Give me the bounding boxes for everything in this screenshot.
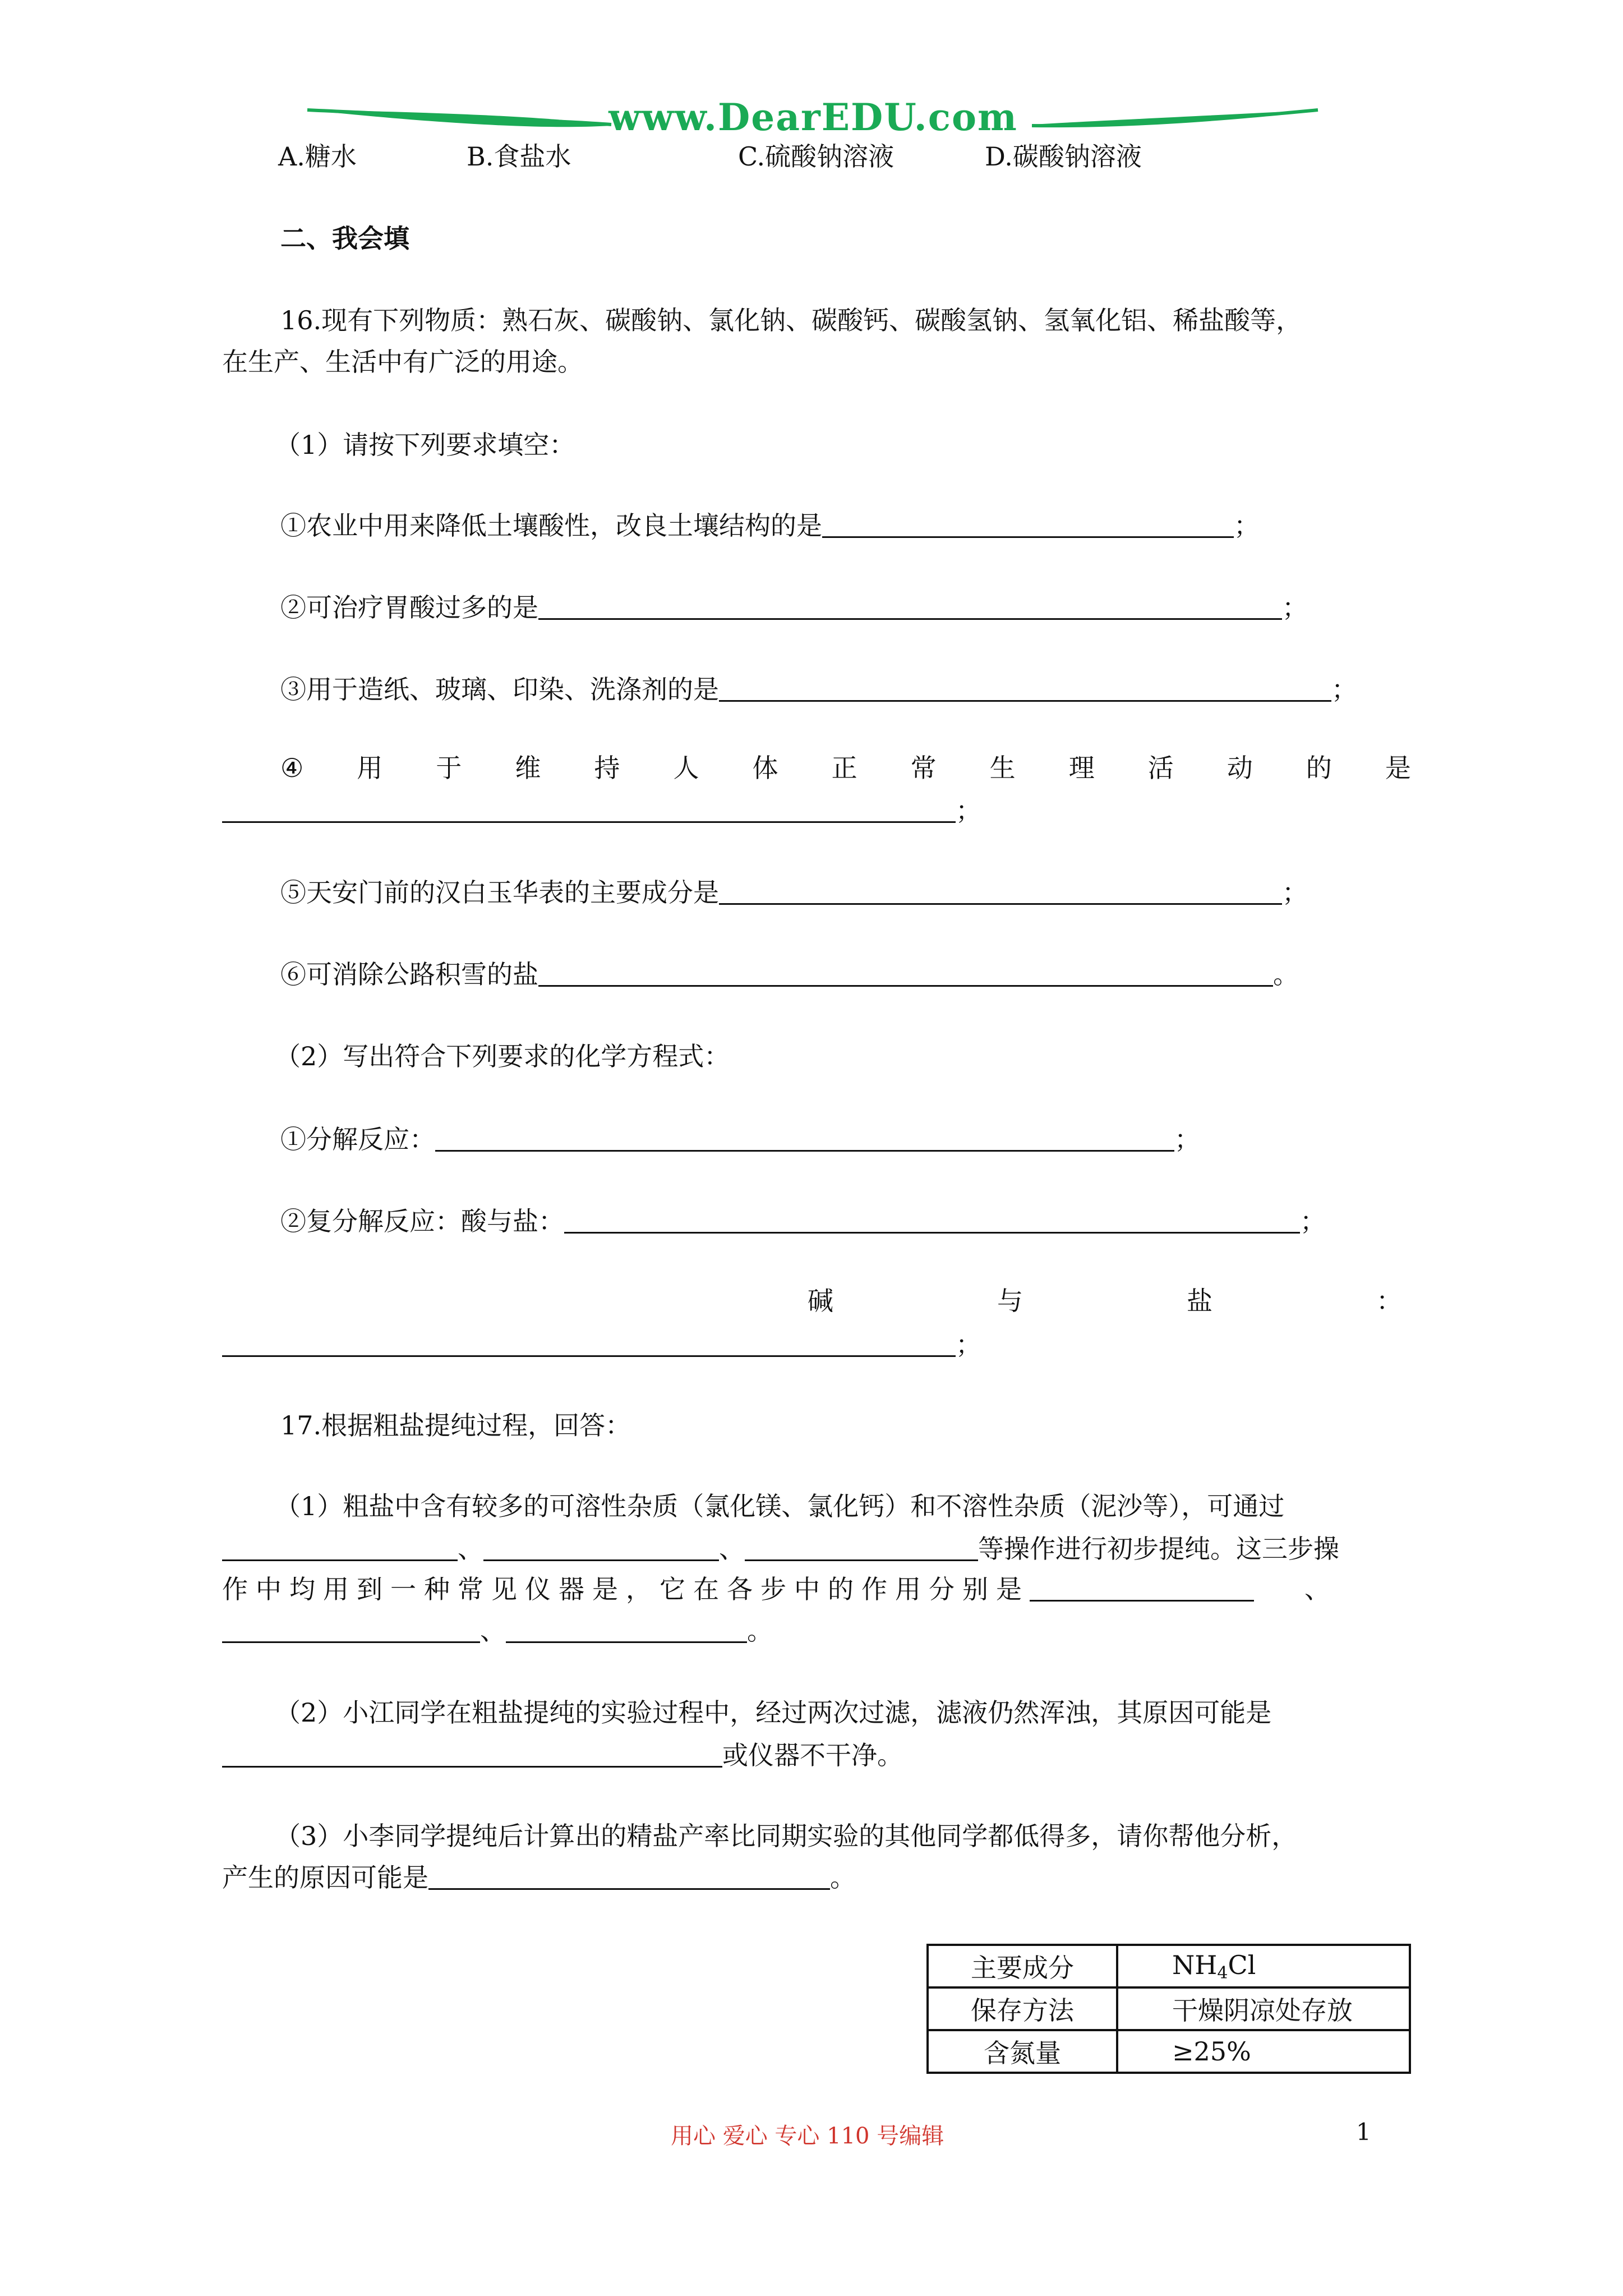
- q16-item4-char: 持: [594, 753, 620, 783]
- q17-p3-line2: [222, 1862, 856, 1893]
- q16-stem-line2: 在生产、生活中有广泛的用途。: [222, 347, 583, 377]
- q16-stem-line1: 16.现有下列物质：熟石灰、碳酸钠、氯化钠、碳酸钙、碳酸氢钠、氢氧化铝、稀盐酸等，: [280, 305, 1302, 335]
- q17-p2-blank[interactable]: [222, 1741, 722, 1768]
- q16-eq1-text: ①分解反应：: [280, 1124, 435, 1154]
- q16-eq3-char: ：: [1376, 1286, 1402, 1316]
- q16-item3-text: ③用于造纸、玻璃、印染、洗涤剂的是: [280, 674, 719, 705]
- q16-eq2: [280, 1207, 1326, 1234]
- q16-eq3-char: 碱: [808, 1286, 833, 1316]
- q16-item5: [280, 877, 1308, 908]
- table-row: [928, 2030, 1410, 2073]
- q16-item6-blank[interactable]: [538, 960, 1273, 987]
- q16-item3-semicolon: ；: [1331, 674, 1357, 705]
- q17-p1-blank4[interactable]: [1030, 1575, 1254, 1602]
- option-a: A.糖水: [278, 141, 357, 172]
- fertilizer-label-table: [926, 1944, 1411, 2074]
- q17-title: 17.根据粗盐提纯过程，回答：: [280, 1410, 631, 1441]
- q16-item4-char: 维: [515, 753, 541, 783]
- table-key-cell: 保存方法: [928, 1987, 1117, 2030]
- q16-eq2-blank[interactable]: [564, 1207, 1300, 1234]
- q17-p1-blank2[interactable]: [483, 1535, 719, 1561]
- q17-p1-line3-text: 作中均用到一种常见仪器是，它在各步中的作用分别是: [222, 1574, 1030, 1604]
- q17-p1-line2: [222, 1535, 1339, 1562]
- q16-item5-semicolon: ；: [1282, 877, 1308, 908]
- q17-p2-line2: [222, 1741, 903, 1768]
- table-value-cell: ≥25%: [1117, 2030, 1410, 2073]
- q16-item2-text: ②可治疗胃酸过多的是: [280, 592, 538, 623]
- q16-item4-char: 人: [673, 753, 699, 783]
- table-value-subscript: 4: [1217, 1963, 1228, 1983]
- q16-eq3-semicolon: ；: [956, 1329, 981, 1360]
- table-key-cell: 主要成分: [928, 1945, 1117, 1987]
- q17-p1-period: 。: [747, 1616, 773, 1646]
- q16-item4-char: ④: [280, 753, 304, 783]
- q17-p1-blank1[interactable]: [222, 1535, 458, 1561]
- q16-item4-char: 生: [989, 753, 1016, 783]
- table-value-text: NH: [1172, 1949, 1218, 1980]
- q16-item2-semicolon: ；: [1282, 592, 1308, 623]
- q16-item4-row: [280, 755, 1411, 781]
- table-value-cell: [1117, 1945, 1410, 1987]
- q16-item4-char: 体: [752, 753, 778, 783]
- q16-item1: [280, 512, 1260, 539]
- q16-eq2-text: ②复分解反应：酸与盐：: [280, 1206, 564, 1236]
- q17-p1-blank6[interactable]: [506, 1617, 747, 1643]
- q17-p1-line1: （1）粗盐中含有较多的可溶性杂质（氯化镁、氯化钙）和不溶性杂质（泥沙等），可通过: [275, 1491, 1285, 1521]
- q16-item4-char: 活: [1147, 753, 1174, 783]
- q16-part2-heading: （2）写出符合下列要求的化学方程式：: [275, 1041, 730, 1071]
- q16-item2: [280, 592, 1308, 623]
- q16-item4-blank-line: [222, 795, 981, 826]
- q17-p1-line4: [222, 1617, 773, 1644]
- q16-item4-char: 理: [1068, 753, 1095, 783]
- q16-item4-char: 于: [436, 753, 462, 783]
- site-header: [0, 0, 1623, 157]
- q17-p3-line2-text: 产生的原因可能是: [222, 1862, 428, 1893]
- q16-eq3-blank-line: [222, 1331, 981, 1358]
- q16-eq1-semicolon: ；: [1174, 1124, 1200, 1154]
- q17-p1-blank3[interactable]: [745, 1535, 978, 1561]
- q17-p1-sep: 、: [1304, 1574, 1338, 1604]
- option-b: B.食盐水: [467, 141, 571, 172]
- table-value-tail: Cl: [1228, 1949, 1256, 1980]
- q17-p3-blank[interactable]: [428, 1864, 830, 1890]
- q16-eq2-semicolon: ；: [1300, 1206, 1326, 1236]
- table-value-cell: 干燥阴凉处存放: [1117, 1987, 1410, 2030]
- site-logo-text[interactable]: www.DearEDU.com: [608, 95, 1018, 139]
- q16-item1-blank[interactable]: [822, 512, 1234, 538]
- q16-item4-char: 是: [1385, 753, 1411, 783]
- q17-p2-line1: （2）小江同学在粗盐提纯的实验过程中，经过两次过滤，滤液仍然浑浊，其原因可能是: [275, 1697, 1272, 1728]
- q16-item4-char: 正: [831, 753, 857, 783]
- q16-item1-semicolon: ；: [1234, 510, 1260, 541]
- option-c: C.硫酸钠溶液: [738, 141, 895, 172]
- q16-part1-heading: （1）请按下列要求填空：: [275, 430, 575, 460]
- q17-p3-line1: （3）小李同学提纯后计算出的精盐产率比同期实验的其他同学都低得多，请你帮他分析，: [275, 1821, 1298, 1851]
- q16-item5-blank[interactable]: [719, 878, 1282, 905]
- q17-p1-sep: 、: [458, 1534, 483, 1564]
- q17-p1-line3: [222, 1575, 1338, 1602]
- q17-p1-blank5[interactable]: [222, 1617, 480, 1643]
- table-key-cell: 含氮量: [928, 2030, 1117, 2073]
- q16-eq3-row: [808, 1288, 1402, 1314]
- table-row: [928, 1987, 1410, 2030]
- q16-eq3-char: 盐: [1187, 1286, 1212, 1316]
- q16-eq3-blank[interactable]: [222, 1331, 956, 1357]
- table-row: [928, 1945, 1410, 1987]
- q17-p1-line2-tail: 等操作进行初步提纯。这三步操: [978, 1534, 1339, 1564]
- q16-item4-char: 常: [910, 753, 937, 783]
- q16-item4-blank[interactable]: [222, 797, 956, 823]
- q16-eq1-blank[interactable]: [435, 1125, 1174, 1152]
- q16-eq3-char: 与: [997, 1286, 1023, 1316]
- q16-item3-blank[interactable]: [719, 675, 1331, 702]
- q16-item6-text: ⑥可消除公路积雪的盐: [280, 959, 538, 990]
- q17-p3-period: 。: [830, 1862, 856, 1893]
- q16-item6-period: 。: [1273, 959, 1299, 990]
- q17-p1-sep: 、: [719, 1534, 745, 1564]
- section-title: 二、我会填: [280, 223, 409, 254]
- q16-eq1: [280, 1125, 1200, 1152]
- q16-item5-text: ⑤天安门前的汉白玉华表的主要成分是: [280, 877, 719, 908]
- q16-item4-char: 的: [1306, 753, 1332, 783]
- q16-item3: [280, 674, 1357, 705]
- q16-item4-char: 动: [1227, 753, 1253, 783]
- page-number: 1: [1356, 2118, 1371, 2146]
- q16-item4-char: 用: [357, 753, 383, 783]
- q16-item6: [280, 959, 1299, 990]
- option-d: D.碳酸钠溶液: [985, 141, 1142, 172]
- q16-item1-text: ①农业中用来降低土壤酸性，改良土壤结构的是: [280, 510, 822, 541]
- footer-text: 用心 爱心 专心 110 号编辑: [671, 2123, 944, 2149]
- q17-p2-line2-tail: 或仪器不干净。: [722, 1740, 903, 1770]
- q17-p1-sep: 、: [480, 1616, 506, 1646]
- q16-item2-blank[interactable]: [538, 593, 1282, 620]
- q16-item4-semicolon: ；: [956, 795, 981, 826]
